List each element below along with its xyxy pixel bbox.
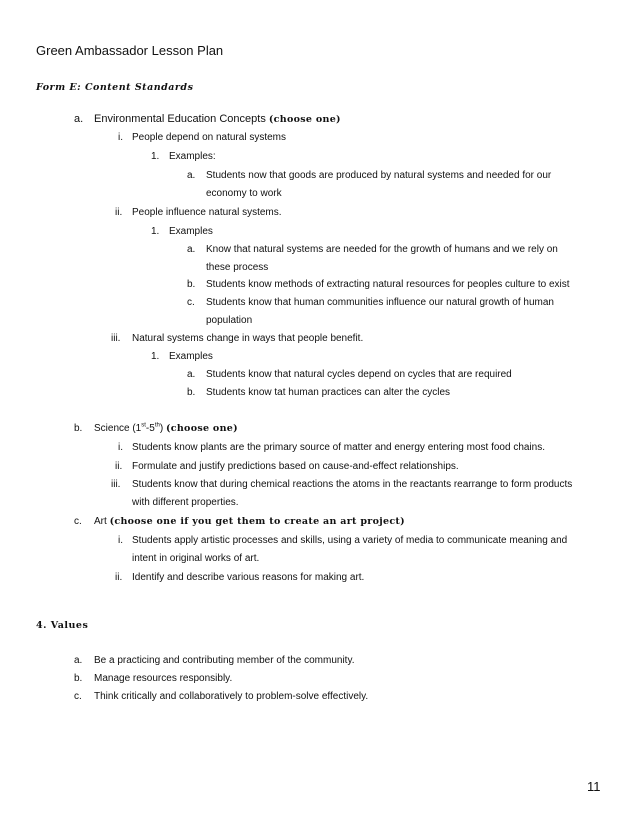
values-c-marker: c. (74, 691, 82, 702)
env-ii-marker: ii. (115, 207, 123, 218)
env-ii-b-marker: b. (187, 279, 196, 290)
science-label-text: Science (1 (94, 423, 142, 434)
page-number: 11 (587, 779, 601, 794)
env-ii-text: People influence natural systems. (132, 207, 282, 218)
art-label (94, 516, 405, 527)
values-b-marker: b. (74, 673, 83, 684)
values-heading: 4. Values (36, 620, 89, 631)
science-label (94, 423, 238, 434)
values-b-text: Manage resources responsibly. (94, 673, 233, 684)
env-i-a-line1: Students now that goods are produced by natural systems and needed for our (206, 170, 552, 181)
science-iii-line1: Students know that during chemical reactions the atoms in the reactants rearrange to form products (132, 479, 573, 490)
env-ii-a-marker: a. (187, 244, 196, 255)
env-i-a-marker: a. (187, 170, 196, 181)
env-iii-sub-marker: 1. (151, 351, 160, 362)
values-a-text: Be a practicing and contributing member of the community. (94, 655, 355, 666)
science-close: ) (159, 423, 164, 434)
env-choose-note: (choose one) (268, 114, 341, 125)
env-iii-sub-text: Examples (169, 351, 213, 362)
env-ii-sub-text: Examples (169, 226, 213, 237)
science-iii-line2: with different properties. (132, 497, 239, 508)
env-marker: a. (74, 113, 84, 125)
science-marker: b. (74, 423, 83, 434)
art-i-line2: intent in original works of art. (132, 553, 260, 564)
env-ii-sub-marker: 1. (151, 226, 160, 237)
env-i-text: People depend on natural systems (132, 132, 286, 143)
science-ii-text: Formulate and justify predictions based on cause-and-effect relationships. (132, 461, 459, 472)
science-ii-marker: ii. (115, 461, 123, 472)
env-i-sub-text: Examples: (169, 151, 216, 162)
form-heading: Form E: Content Standards (36, 82, 194, 93)
env-ii-c-line1: Students know that human communities influence our natural growth of human (206, 297, 554, 308)
env-ii-c-line2: population (206, 315, 253, 326)
art-i-marker: i. (118, 535, 123, 546)
env-i-marker: i. (118, 132, 123, 143)
science-sup-st: st (141, 422, 146, 429)
science-choose-note: (choose one) (165, 423, 238, 434)
env-iii-b-text: Students know tat human practices can alter the cycles (206, 387, 451, 398)
science-sup-th: th (154, 422, 160, 429)
art-marker: c. (74, 516, 82, 527)
env-iii-a-text: Students know that natural cycles depend on cycles that are required (206, 369, 512, 380)
art-label-text: Art (94, 516, 107, 527)
art-choose-note: (choose one if you get them to create an art project) (109, 516, 405, 527)
art-i-line1: Students apply artistic processes and skills, using a variety of media to communicate meaning and (132, 535, 568, 546)
science-i-marker: i. (118, 442, 123, 453)
values-c-text: Think critically and collaboratively to problem-solve effectively. (94, 691, 369, 702)
science-iii-marker: iii. (111, 479, 121, 490)
science-dash: -5 (145, 423, 155, 434)
env-iii-marker: iii. (111, 333, 121, 344)
env-ii-a-line2: these process (206, 262, 269, 273)
env-i-a-line2: economy to work (206, 188, 282, 199)
env-iii-a-marker: a. (187, 369, 196, 380)
env-i-sub-marker: 1. (151, 151, 160, 162)
env-ii-a-line1: Know that natural systems are needed for the growth of humans and we rely on (206, 244, 558, 255)
env-iii-text: Natural systems change in ways that people benefit. (132, 333, 364, 344)
env-label-text: Environmental Education Concepts (94, 113, 266, 125)
env-ii-c-marker: c. (187, 297, 195, 308)
env-label (94, 113, 341, 125)
art-ii-marker: ii. (115, 572, 123, 583)
page-title: Green Ambassador Lesson Plan (36, 43, 224, 58)
env-iii-b-marker: b. (187, 387, 196, 398)
env-ii-b-text: Students know methods of extracting natural resources for peoples culture to exist (206, 279, 570, 290)
art-ii-text: Identify and describe various reasons for making art. (132, 572, 365, 583)
science-i-text: Students know plants are the primary source of matter and energy entering most food chains. (132, 442, 545, 453)
values-a-marker: a. (74, 655, 83, 666)
